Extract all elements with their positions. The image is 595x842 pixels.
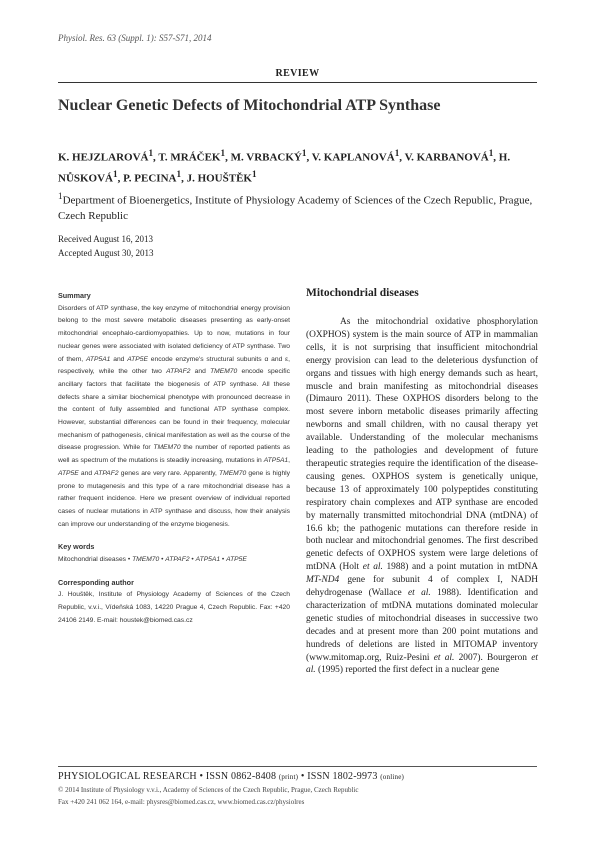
author-name: J. HOUŠTĚK: [186, 172, 252, 185]
author-affiliation-marker: 1: [251, 168, 257, 179]
author-name: P. PECINA: [123, 172, 177, 185]
text-run: encode enzyme's structural subunits α and ε, respectively, while the other two: [58, 355, 290, 376]
affiliation: [58, 189, 538, 225]
author-affiliation-marker: 1: [113, 168, 118, 179]
italic-term: TMEM70: [153, 444, 181, 452]
author-name: V. KAPLANOVÁ: [311, 151, 395, 164]
body-column: [306, 287, 538, 677]
summary-text: [58, 303, 290, 532]
journal-citation: Physiol. Res. 63 (Suppl. 1): S57-S71, 2014: [58, 33, 212, 43]
text-run: 1988). Identification and characterization of mtDNA mutations dominated molecular genetic studies of mitochondrial diseases in successive two decades and at present more than 200 point mutations and hundreds of deletions are listed in MITOMAP inventory (www.mitomap.org, Ruiz-Pesini: [306, 588, 538, 663]
author-name: K. HEJZLAROVÁ: [58, 151, 149, 164]
italic-term: et al.: [407, 588, 431, 599]
keyword: TMEM70: [132, 556, 160, 564]
footer-divider: [58, 766, 537, 767]
keywords-heading: Key words: [58, 542, 95, 552]
text-run: the number of reported patients as well as spectrum of the mutations is steadily increasing, mutations in: [58, 444, 291, 465]
text-run: gene is highly prone to mutagenesis and this type of a rare mitochondrial disease has a rather frequent incidence. Here we present overview of individual reported cases of nuclear mutations in ATP synthase and discuss, how their analysis can improve our understanding of the enzyme biogenesis.: [58, 469, 290, 528]
italic-term: TMEM70: [219, 469, 247, 477]
author-affiliation-marker: 1: [301, 148, 307, 158]
accepted-date: Accepted August 30, 2013: [58, 248, 154, 258]
italic-term: et al.: [306, 652, 538, 676]
keyword: ATP5E: [226, 556, 247, 564]
italic-term: ATPAF2: [166, 368, 191, 376]
keyword-separator: •: [220, 556, 227, 564]
author-list: K. HEJZLAROVÁ$^1$, T. MRÁČEK$^1$, M. VRBACKÝ$^1$, V. KAPLANOVÁ$^1$, V. KARBANOVÁ$^1$, H. NŮSKOVÁ$^1$, P. PECINA$^1$, J. HOUŠTĚK$^1$: [58, 148, 511, 185]
print-label: (print): [278, 773, 299, 781]
journal-issn-line: [58, 771, 404, 782]
italic-term: ATP5A1: [85, 355, 111, 363]
italic-term: MT-ND4: [306, 575, 340, 586]
affiliation-text: Department of Bioenergetics, Institute of Physiology Academy of Sciences of the Czech Republic, Prague, Czech Republic: [58, 194, 533, 223]
keyword-separator: •: [189, 556, 196, 564]
author-affiliation-marker: 1: [148, 148, 154, 158]
text-run: 1988) and a point mutation in mtDNA: [382, 562, 539, 573]
author-name: T. MRÁČEK: [158, 151, 221, 164]
italic-term: ATP5A1: [263, 457, 289, 465]
text-run: genes are very rare. Apparently,: [118, 469, 220, 477]
text-run: and: [110, 355, 128, 363]
abstract-column: [58, 290, 290, 628]
received-date: Received August 16, 2013: [58, 234, 153, 244]
text-run: (1995) reported the first defect in a nuclear gene: [315, 665, 500, 676]
italic-term: ATPAF2: [94, 469, 119, 477]
summary-heading: Summary: [58, 291, 91, 300]
author-affiliation-marker: 1: [488, 148, 494, 158]
italic-term: et al.: [362, 562, 383, 573]
section-heading: Mitochondrial diseases: [306, 287, 419, 299]
corresponding-author-heading: Corresponding author: [58, 577, 134, 587]
section-divider: [58, 82, 537, 83]
online-label: (online): [380, 773, 405, 781]
text-run: 2007). Bourgeron: [454, 652, 532, 663]
italic-term: et al.: [433, 652, 455, 663]
keyword-separator: •: [159, 556, 166, 564]
author-affiliation-marker: 1: [394, 148, 400, 158]
text-run: gene for subunit 4 of complex I, NADH dehydrogenase (Wallace: [306, 575, 538, 599]
affiliation-marker: 1: [58, 191, 63, 201]
contact-line: Fax +420 241 062 164, e-mail: physres@biomed.cas.cz, www.biomed.cas.cz/physiolres: [58, 798, 305, 806]
author-name: M. VRBACKÝ: [230, 151, 302, 164]
text-run: encode specific ancillary factors that facilitate the biogenesis of ATP synthase. All these defects share a similar biochemical phenotype with pronounced decrease in the content of fully assembled and functional ATP synthase complex. However, substantial differences can be found in their frequency, molecular mechanism of pathogenesis, clinical manifestation as well as the course of the disease progression. While for: [58, 368, 290, 452]
copyright-line: © 2014 Institute of Physiology v.v.i., Academy of Sciences of the Czech Republic, Prague, Czech Republic: [58, 786, 359, 794]
italic-term: ATP5E: [58, 469, 79, 477]
italic-term: ATP5E: [127, 355, 148, 363]
text-run: Disorders of ATP synthase, the key enzyme of mitochondrial energy provision belong to the most severe metabolic diseases presenting as early-onset mitochondrial encephalo-cardiomyopathies. Up to now, mutations in four nuclear genes were associated with isolated deficiency of ATP synthase. Two of them,: [58, 304, 290, 363]
corresponding-author-text: J. Houštěk, Institute of Physiology Academy of Sciences of the Czech Republic, v.v.i., Vídeňská 1083, 14220 Prague 4, Czech Republic. Fax: +420 24106 2149. E-mail: houstek@biomed.cas.cz: [58, 591, 290, 624]
keyword: ATP5A1: [195, 556, 221, 564]
body-paragraph: [306, 316, 538, 677]
italic-term: TMEM70: [210, 368, 238, 376]
text-run: ,: [288, 457, 290, 465]
article-dates: [58, 232, 153, 260]
author-affiliation-marker: 1: [176, 168, 182, 179]
section-label: REVIEW: [275, 68, 320, 79]
article-title: Nuclear Genetic Defects of Mitochondrial ATP Synthase: [58, 97, 441, 114]
text-run: and: [190, 368, 211, 376]
author-affiliation-marker: 1: [220, 148, 226, 158]
author-name: V. KARBANOVÁ: [404, 151, 489, 164]
text-run: As the mitochondrial oxidative phosphorylation (OXPHOS) system is the main source of ATP in mammalian cells, it is not surprising that insufficient mitochondrial energy provision can lead to the deleterious dysfunction of organs and tissues with high energy demands such as heart, muscle and brain manifesting as mitochondrial diseases (Dimauro 2011). These OXPHOS disorders belong to the most severe inborn metabolic diseases primarily affecting newborns and small children, with no causal therapy yet available. Understanding of the molecular mechanisms leading to the pathologies and development of future therapeutic strategies require the identification of the disease-causing genes. OXPHOS system is genetically unique, because 13 of approximately 100 polypeptides constituting respiratory chain complexes and ATP synthase are encoded by maternally transmitted mitochondrial DNA (mtDNA) of 16.6 kb; the pathogenic mutations can therefore reside in both nuclear and mitochondrial genomes. The first described genetic defects of OXPHOS system were large deletions of mtDNA (Holt: [306, 317, 538, 573]
keyword: Mitochondrial diseases: [58, 556, 127, 564]
author-name: H. NŮSKOVÁ: [58, 151, 511, 185]
keyword: ATPAF2: [165, 556, 190, 564]
text-run: and: [78, 469, 95, 477]
journal-issn-print: PHYSIOLOGICAL RESEARCH • ISSN 0862-8408: [58, 771, 277, 782]
keyword-separator: •: [126, 556, 133, 564]
keywords-list: [58, 554, 290, 567]
journal-issn-online: • ISSN 1802-9973: [298, 771, 378, 782]
